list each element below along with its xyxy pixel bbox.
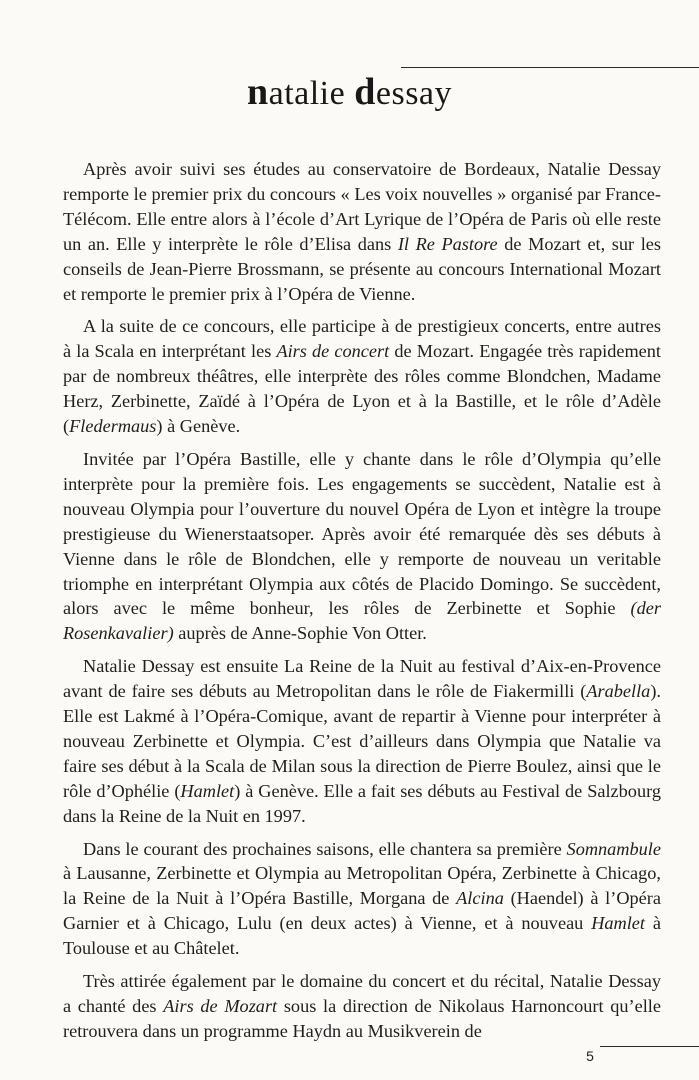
text-run: auprès de Anne-Sophie Von Otter.: [173, 623, 427, 644]
paragraph-4: [63, 654, 661, 828]
text-run: ). Elle est Lakmé à l’Opéra-Comique, avant de repartir à Vienne pour interpréter à nouveau Zerbinette et Olympia. C’est d’ailleurs dans Olympia que Natalie va faire ses début à la Scala de Milan sous la direction de Pierre Boulez, ainsi que le rôle d’Ophélie (: [63, 681, 661, 801]
title-initial-n: n: [246, 71, 269, 113]
text-run: Très attirée également par le domaine du concert et du récital, Natalie Dessay a chanté des: [63, 971, 661, 1016]
text-run: Natalie Dessay est ensuite La Reine de la Nuit au festival d’Aix-en-Provence avant de faire ses débuts au Metropolitan dans le rôle de Fiakermilli (: [63, 656, 661, 702]
italic-title-run: Fledermaus: [69, 416, 157, 437]
text-run: Invitée par l’Opéra Bastille, elle y chante dans le rôle d’Olympia qu’elle interprète pour la première fois. Les engagements se succèdent, Natalie est à nouveau Olympia pour l’ouverture du nouvel Opéra de Lyon et intègre la troupe prestigieuse du Wienerstaatsoper. Après avoir été remarquée dès ses débuts à Vienne dans le rôle de Blondchen, elle y remporte de nouveau un veritable triomphe en interprétant Olympia aux côtés de Placido Domingo. Se succèdent, alors avec le même bonheur, les rôles de Zerbinette et Sophie: [63, 448, 661, 619]
italic-title-run: (der Rosenkavalier): [63, 598, 661, 644]
paragraph-5: [63, 837, 661, 962]
title-initial-d: d: [354, 71, 376, 113]
italic-title-run: Arabella: [586, 681, 651, 702]
paragraph-2: [63, 314, 661, 439]
text-run: Après avoir suivi ses études au conservatoire de Bordeaux, Natalie Dessay remporte le premier prix du concours « Les voix nouvelles » organisé par France-Télécom. Elle entre alors à l’école d’Art Lyrique de l’Opéra de Paris où elle reste un an. Elle y interprète le rôle d’Elisa dans: [63, 159, 661, 254]
italic-title-run: Airs de Mozart: [163, 996, 278, 1016]
text-run: sous la direction de Nikolaus Harnoncourt qu’elle retrouvera dans un programme Haydn au Musikverein de: [63, 996, 661, 1041]
title-lastname-rest: essay: [375, 75, 453, 112]
bottom-rule: [600, 1046, 699, 1047]
text-run: de Mozart. Engagée très rapidement par de nombreux théâtres, elle interprète des rôles comme Blondchen, Madame Herz, Zerbinette, Zaïdé à l’Opéra de Lyon et à la Bastille, et le rôle d’Adèle (: [63, 341, 662, 437]
page-title: [0, 70, 699, 114]
italic-title-run: Airs de concert: [276, 341, 390, 362]
italic-title-run: Hamlet: [591, 913, 646, 934]
italic-title-run: Alcina: [456, 888, 504, 909]
text-run: de Mozart et, sur les conseils de Jean-Pierre Brossmann, se présente au concours International Mozart et remporte le premier prix à l’Opéra de Vienne.: [63, 233, 662, 304]
text-run: à Toulouse et au Châtelet.: [63, 913, 661, 959]
paragraph-1: [63, 157, 661, 306]
text-run: A la suite de ce concours, elle participe à de prestigieux concerts, entre autres à la Scala en interprétant les: [63, 316, 661, 362]
italic-title-run: Il Re Pastore: [397, 233, 498, 254]
text-run: Dans le courant des prochaines saisons, elle chantera sa première: [83, 838, 567, 859]
text-run: ) à Genève. Elle a fait ses débuts au Festival de Salzbourg dans la Reine de la Nuit en 1997.: [63, 780, 661, 826]
text-run: ) à Genève.: [156, 416, 241, 437]
page-number: 5: [586, 1048, 594, 1064]
title-firstname-rest: atalie: [268, 75, 355, 112]
text-run: à Lausanne, Zerbinette et Olympia au Metropolitan Opéra, Zerbinette à Chicago, la Reine de la Nuit à l’Opéra Bastille, Morgana de: [63, 863, 661, 909]
top-rule: [401, 67, 699, 68]
italic-title-run: Hamlet: [180, 780, 235, 801]
paragraph-6: [63, 969, 661, 1044]
biography-text: [63, 157, 661, 1044]
text-run: (Haendel) à l’Opéra Garnier et à Chicago, Lulu (en deux actes) à Vienne, et à nouveau: [63, 888, 661, 934]
italic-title-run: Somnambule: [566, 838, 661, 859]
paragraph-3: [63, 447, 661, 646]
